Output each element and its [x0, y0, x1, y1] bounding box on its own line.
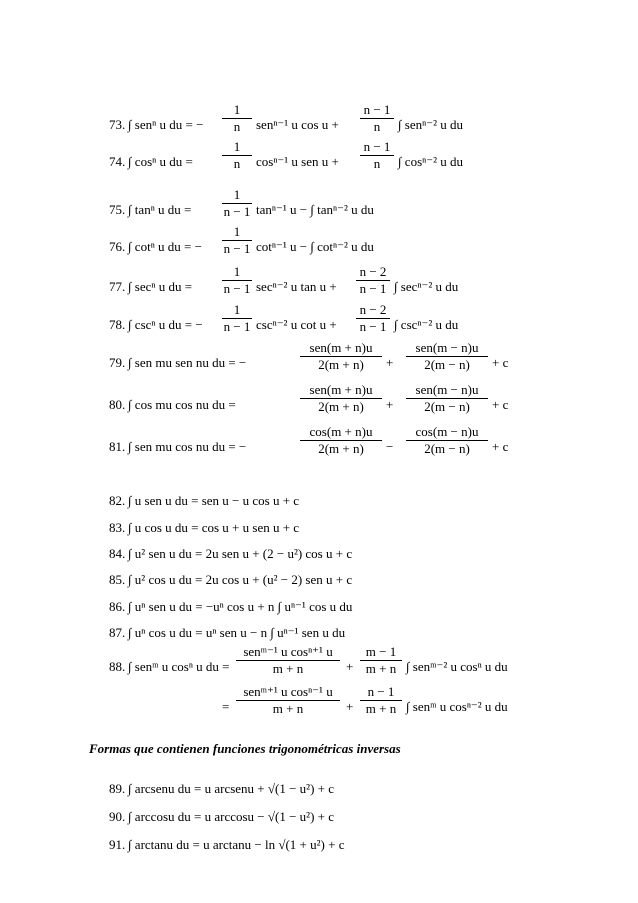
formula-fraction-3-denominator: m + n	[272, 701, 304, 716]
formula-expression: ∫ u sen u du = sen u − u cos u + c	[128, 493, 300, 508]
formula-fraction-1-denominator: n − 1	[223, 204, 251, 219]
formula-fraction-3-numerator: senᵐ⁺¹ u cosⁿ⁻¹ u	[243, 684, 333, 699]
formula-fraction-2-numerator: n − 1	[363, 102, 391, 117]
formula-fraction-1-numerator: sen(m + n)u	[309, 340, 373, 355]
formula-fraction-1	[300, 425, 382, 456]
formula-fraction-1-denominator: 2(m + n)	[318, 441, 364, 456]
formula-fraction-1	[222, 265, 252, 296]
formula-fraction-1	[222, 188, 252, 219]
formula-number: 73.	[109, 117, 126, 132]
formula-lhs: ∫ senⁿ u du = −	[128, 117, 204, 132]
formula-number: 78.	[109, 317, 126, 332]
formula-rhs: ∫ senᵐ⁻² u cosⁿ u du	[406, 659, 508, 674]
formula-number: 90.	[109, 809, 126, 824]
formula-number: 85.	[109, 572, 126, 587]
formula-lhs: ∫ cos mu cos nu du =	[128, 397, 236, 412]
formula-fraction-2-denominator: n	[373, 156, 381, 171]
formula-fraction-2-denominator: n − 1	[359, 319, 387, 334]
formula-fraction-1-numerator: cos(m + n)u	[309, 424, 373, 439]
formula-fraction-2	[360, 645, 402, 676]
formula-number: 89.	[109, 781, 126, 796]
formula-fraction-2	[406, 383, 488, 414]
formula-plus: +	[346, 659, 354, 674]
formula-fraction-2-numerator: m − 1	[365, 644, 397, 659]
formula-lhs: ∫ cotⁿ u du = −	[128, 239, 202, 254]
formula-expression: ∫ arctanu du = u arctanu − ln √(1 + u²) + c	[128, 837, 345, 852]
formula-expression: ∫ u² cos u du = 2u cos u + (u² − 2) sen u + c	[128, 572, 353, 587]
formula-number: 75.	[109, 202, 126, 217]
formula-fraction-1	[236, 645, 340, 676]
formula-fraction-2	[406, 341, 488, 372]
formula-lhs: ∫ cosⁿ u du =	[128, 154, 193, 169]
formula-number: 86.	[109, 599, 126, 614]
formula-rhs: + c	[492, 439, 509, 454]
formula-fraction-1-numerator: 1	[233, 302, 241, 317]
formula-number: 81.	[109, 439, 126, 454]
formula-rhs: ∫ senⁿ⁻² u du	[398, 117, 463, 132]
formula-fraction-1-numerator: 1	[233, 187, 241, 202]
formula-middle: cotⁿ⁻¹ u − ∫ cotⁿ⁻² u du	[256, 239, 374, 254]
formula-fraction-2	[406, 425, 488, 456]
formula-number: 83.	[109, 520, 126, 535]
formula-fraction-1	[222, 140, 252, 171]
formula-number: 76.	[109, 239, 126, 254]
formula-fraction-1-denominator: n − 1	[223, 319, 251, 334]
formula-middle: +	[386, 355, 394, 370]
formula-fraction-2-numerator: sen(m − n)u	[415, 382, 479, 397]
formula-middle: senⁿ⁻¹ u cos u +	[256, 117, 339, 132]
formula-fraction-1-denominator: 2(m + n)	[318, 357, 364, 372]
formula-fraction-2-denominator: 2(m − n)	[424, 399, 470, 414]
formula-rhs: + c	[492, 355, 509, 370]
formula-fraction-2-numerator: cos(m − n)u	[415, 424, 479, 439]
formula-plus: +	[346, 699, 354, 714]
formula-middle: secⁿ⁻² u tan u +	[256, 279, 337, 294]
formula-middle: +	[386, 397, 394, 412]
formula-fraction-1-denominator: n − 1	[223, 281, 251, 296]
formula-fraction-4-denominator: m + n	[365, 701, 397, 716]
formula-number: 79.	[109, 355, 126, 370]
formula-fraction-1	[300, 383, 382, 414]
formula-number: 87.	[109, 625, 126, 640]
formula-fraction-2	[360, 103, 394, 134]
formula-lhs: ∫ cscⁿ u du = −	[128, 317, 203, 332]
formula-lhs: ∫ tanⁿ u du =	[128, 202, 192, 217]
formula-number: 82.	[109, 493, 126, 508]
formula-fraction-2-denominator: n	[373, 119, 381, 134]
formula-fraction-1-numerator: 1	[233, 139, 241, 154]
formula-fraction-1	[222, 303, 252, 334]
formula-number: 77.	[109, 279, 126, 294]
formula-rhs: ∫ cosⁿ⁻² u du	[398, 154, 463, 169]
formula-expression: ∫ arcsenu du = u arcsenu + √(1 − u²) + c	[128, 781, 334, 796]
section-heading: Formas que contienen funciones trigonométricas inversas	[89, 741, 401, 756]
formula-fraction-2-denominator: 2(m − n)	[424, 357, 470, 372]
formula-expression: ∫ uⁿ sen u du = −uⁿ cos u + n ∫ uⁿ⁻¹ cos u du	[128, 599, 353, 614]
formula-fraction-1-numerator: sen(m + n)u	[309, 382, 373, 397]
formula-fraction-1-numerator: 1	[233, 224, 241, 239]
formula-fraction-1-numerator: 1	[233, 264, 241, 279]
formula-fraction-3	[236, 685, 340, 716]
formula-fraction-2-denominator: m + n	[365, 661, 397, 676]
formula-lhs: ∫ sen mu cos nu du = −	[128, 439, 247, 454]
formula-number: 74.	[109, 154, 126, 169]
formula-fraction-1-denominator: n	[233, 156, 241, 171]
formula-fraction-2-numerator: n − 1	[363, 139, 391, 154]
formula-fraction-1-denominator: n − 1	[223, 241, 251, 256]
formula-expression: ∫ uⁿ cos u du = uⁿ sen u − n ∫ uⁿ⁻¹ sen u du	[128, 625, 346, 640]
formula-rhs: ∫ cscⁿ⁻² u du	[394, 317, 459, 332]
formula-fraction-2-numerator: n − 2	[359, 302, 387, 317]
formula-equals: =	[222, 699, 230, 714]
formula-fraction-2-numerator: sen(m − n)u	[415, 340, 479, 355]
formula-fraction-2-denominator: n − 1	[359, 281, 387, 296]
formula-middle: tanⁿ⁻¹ u − ∫ tanⁿ⁻² u du	[256, 202, 374, 217]
formula-expression: ∫ u² sen u du = 2u sen u + (2 − u²) cos u + c	[128, 546, 353, 561]
formula-number: 84.	[109, 546, 126, 561]
formula-fraction-1-denominator: m + n	[272, 661, 304, 676]
formula-fraction-1	[222, 103, 252, 134]
formula-fraction-1-denominator: n	[233, 119, 241, 134]
formula-lhs: ∫ sen mu sen nu du = −	[128, 355, 247, 370]
formula-middle: −	[386, 439, 394, 454]
formula-expression: ∫ arccosu du = u arccosu − √(1 − u²) + c	[128, 809, 334, 824]
formula-fraction-1-numerator: senᵐ⁻¹ u cosⁿ⁺¹ u	[243, 644, 333, 659]
formula-number: 91.	[109, 837, 126, 852]
formula-rhs: ∫ secⁿ⁻² u du	[394, 279, 459, 294]
formula-lhs: ∫ secⁿ u du =	[128, 279, 193, 294]
formula-fraction-4-numerator: n − 1	[367, 684, 395, 699]
formula-fraction-1	[222, 225, 252, 256]
formula-middle: cscⁿ⁻² u cot u +	[256, 317, 337, 332]
formula-fraction-1	[300, 341, 382, 372]
formula-lhs: ∫ senᵐ u cosⁿ u du =	[128, 659, 230, 674]
formula-expression: ∫ u cos u du = cos u + u sen u + c	[128, 520, 300, 535]
formula-number: 80.	[109, 397, 126, 412]
formula-fraction-2	[356, 303, 390, 334]
formula-middle: cosⁿ⁻¹ u sen u +	[256, 154, 339, 169]
formula-fraction-1-denominator: 2(m + n)	[318, 399, 364, 414]
formula-fraction-2-numerator: n − 2	[359, 264, 387, 279]
formula-fraction-1-numerator: 1	[233, 102, 241, 117]
formula-rhs: + c	[492, 397, 509, 412]
formula-number: 88.	[109, 659, 126, 674]
formula-fraction-2-denominator: 2(m − n)	[424, 441, 470, 456]
formula-fraction-4	[360, 685, 402, 716]
formula-fraction-2	[360, 140, 394, 171]
formula-rhs: ∫ senᵐ u cosⁿ⁻² u du	[406, 699, 508, 714]
formula-fraction-2	[356, 265, 390, 296]
